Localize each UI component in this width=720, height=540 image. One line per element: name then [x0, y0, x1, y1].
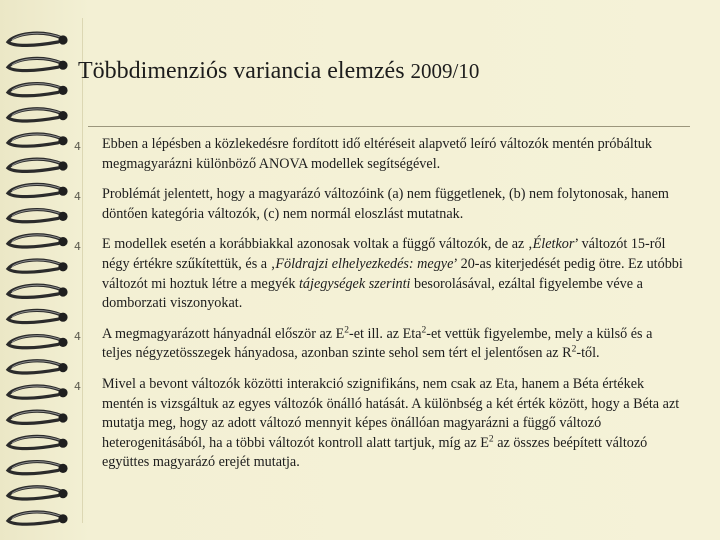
binding-ring — [8, 436, 68, 448]
binding-ring — [8, 184, 68, 196]
binding-ring — [8, 487, 68, 499]
binding-ring — [8, 310, 68, 322]
text-run: Ebben a lépésben a közlekedésre fordított idő eltéréseit alapvető leíró változók mentén próbáltuk megmagyarázni különböző ANOVA modellek segítségével. — [102, 136, 652, 172]
superscript: 2 — [571, 344, 577, 355]
bullet-item — [72, 235, 684, 313]
binding-ring — [8, 361, 68, 373]
binding-ring — [8, 210, 68, 222]
bullet-text — [102, 325, 684, 364]
bullet-marker: 4 — [74, 240, 81, 254]
binding-ring — [8, 512, 68, 524]
superscript: 2 — [344, 325, 350, 336]
bullet-marker: 4 — [74, 140, 81, 153]
bullet-item — [72, 185, 684, 224]
text-run: -et vettük figyelembe, mely a külső és a teljes négyzetösszegek hányadosa, azonban szinte sehol sem tért el jelentősen az R — [102, 325, 653, 362]
text-run: E modellek esetén a korábbiakkal azonosak voltak a függő változók, de az ‚ — [102, 236, 533, 253]
text-run: ’ 20-as kiterjedését pedig ötre. Ez utóbbi változót mi hoztuk létre a megyék — [102, 255, 683, 292]
superscript: 2 — [421, 325, 427, 336]
bullet-marker: 4 — [74, 379, 81, 393]
title-divider — [88, 126, 690, 127]
text-run: Mivel a bevont változók közötti interakció szignifikáns, nem csak az Eta, hanem a Béta értékek mentén is vizsgáltuk az egyes változók önálló hatását. A különbség a két érték között, hogy a Béta azt mutatja meg, hogy az adott változó mennyit képes önállóan magyarázni a függő változó heterogenitásából, ha a többi változót kontroll alatt tartjuk, míg az E — [102, 375, 680, 451]
slide-title-year: 2009/10 — [410, 59, 480, 83]
binding-ring — [8, 235, 68, 247]
binding-ring — [8, 285, 68, 297]
slide-title-text: Többdimenziós variancia elemzés — [78, 58, 405, 84]
text-run: Problémát jelentett, hogy a magyarázó változóink (a) nem függetlenek, (b) nem folytonosak, hanem döntően kategória változók, (c) nem normál eloszlást mutatnak. — [102, 186, 669, 222]
text-run: A megmagyarázott hányadnál először az E — [102, 325, 345, 342]
binding-ring — [8, 386, 68, 398]
spiral-binding — [0, 0, 80, 540]
slide-title — [78, 58, 479, 85]
bullet-item — [72, 135, 684, 174]
bullet-item — [72, 325, 684, 364]
binding-ring — [8, 134, 68, 146]
italic-text: Földrajzi elhelyezkedés: megye — [275, 255, 454, 272]
bullet-marker: 4 — [74, 190, 81, 204]
italic-text: Életkor — [532, 236, 575, 253]
bullet-text — [102, 235, 684, 313]
bullet-list — [72, 135, 684, 484]
superscript: 2 — [488, 433, 494, 444]
binding-ring — [8, 33, 68, 45]
binding-ring — [8, 462, 68, 474]
binding-ring — [8, 84, 68, 96]
text-run: besorolásával, ezáltal figyelembe véve a domborzati viszonyokat. — [102, 275, 643, 312]
text-run: ’ változót 15-ről négy értékre szűkítettük, és a ‚ — [102, 236, 666, 272]
binding-ring — [8, 159, 68, 171]
bullet-marker: 4 — [74, 329, 81, 343]
bullet-text — [102, 135, 684, 174]
text-run: -et ill. az Eta — [349, 325, 422, 342]
bullet-item — [72, 375, 684, 473]
text-run: -től. — [576, 345, 600, 362]
italic-text: tájegységek szerinti — [298, 275, 411, 292]
binding-ring — [8, 109, 68, 121]
binding-ring — [8, 260, 68, 272]
text-run: az összes beépített változó együttes magyarázó erejét mutatja. — [102, 434, 648, 471]
bullet-text — [102, 185, 684, 224]
binding-ring — [8, 336, 68, 348]
bullet-text — [102, 375, 684, 473]
binding-ring — [8, 58, 68, 70]
binding-ring — [8, 411, 68, 423]
